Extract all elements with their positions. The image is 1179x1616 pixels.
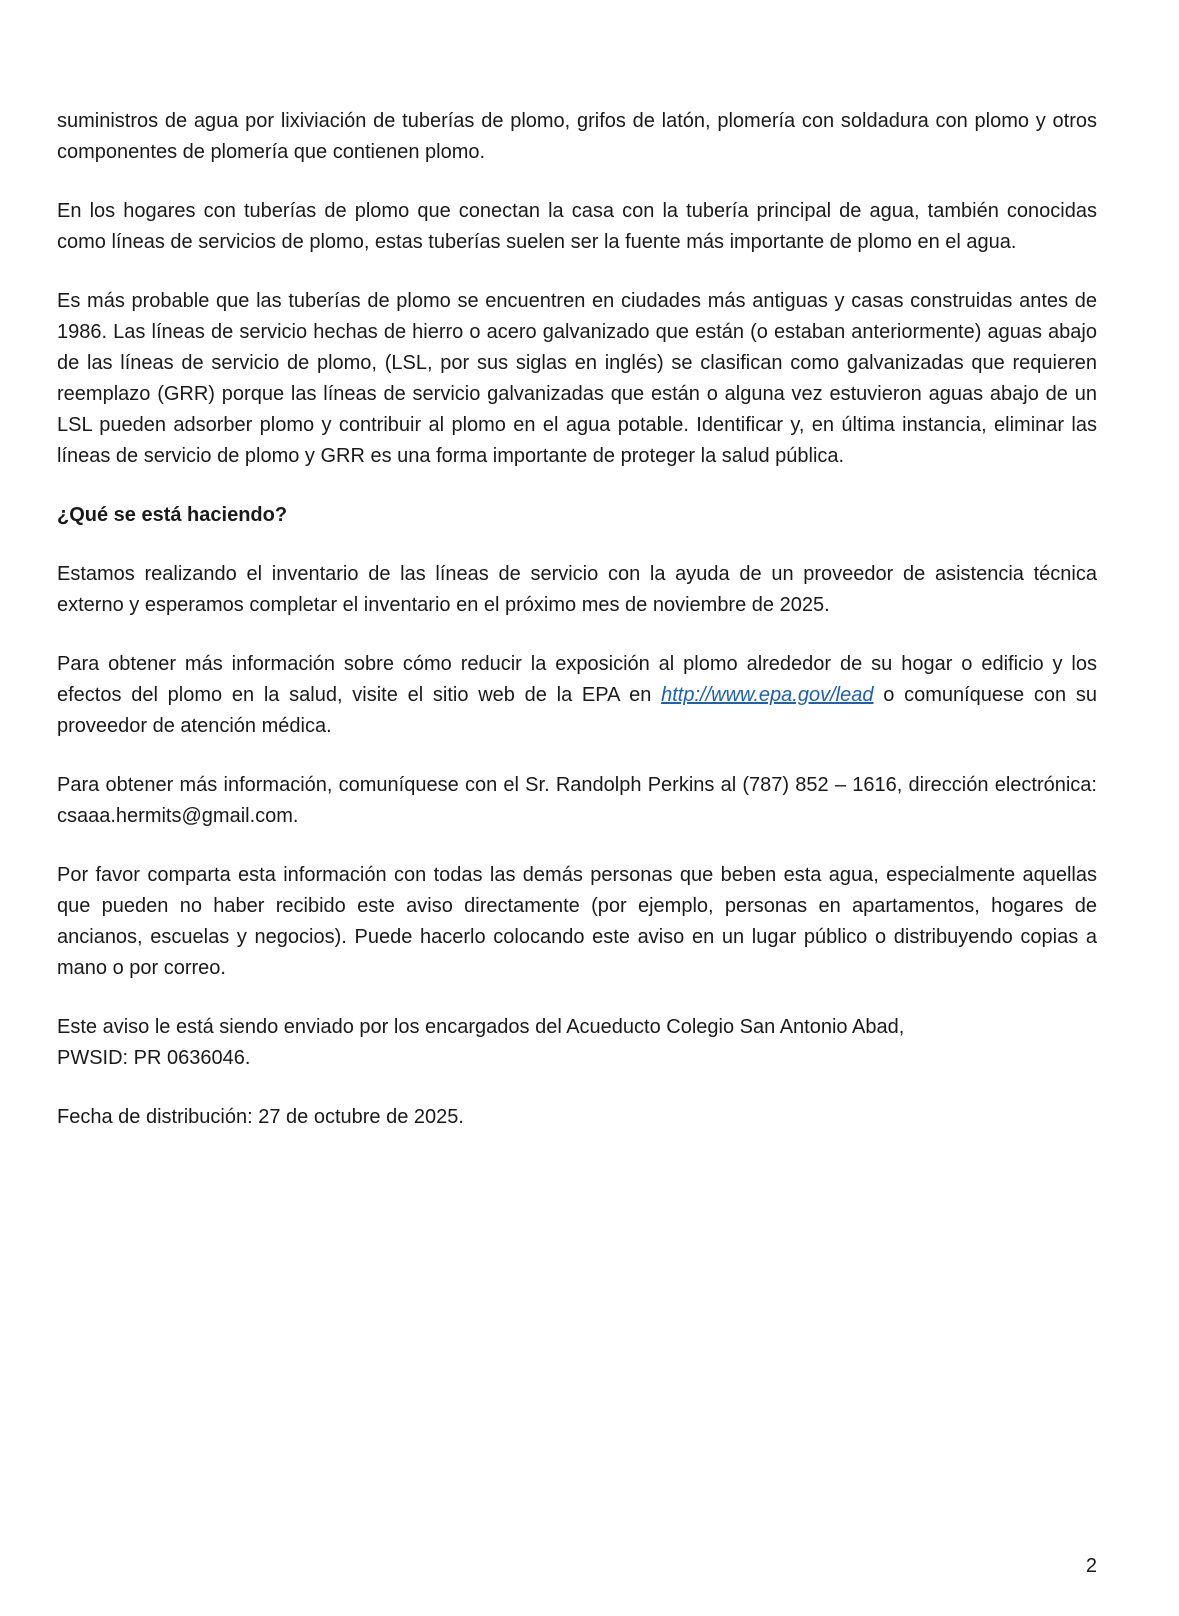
paragraph-service-lines: En los hogares con tuberías de plomo que conectan la casa con la tubería principal de agua, también conocidas como líneas de servicios de plomo, estas tuberías suelen ser la fuente más importante de plomo en el agua. [57, 200, 1097, 253]
section-heading: ¿Qué se está haciendo? [57, 504, 288, 526]
sender-pwsid: PWSID: PR 0636046. [57, 1047, 251, 1069]
paragraph-lead-pipes-grr: Es más probable que las tuberías de plomo se encuentren en ciudades más antiguas y casas construidas antes de 1986. Las líneas de servicio hechas de hierro o acero galvanizado que están (o estaban anteriormente) aguas abajo de las líneas de servicio de plomo, (LSL, por sus siglas en inglés) se clasifican como galvanizadas que requieren reemplazo (GRR) porque las líneas de servicio galvanizadas que están o alguna vez estuvieron aguas abajo de un LSL pueden adsorber plomo y contribuir al plomo en el agua potable. Identificar y, en última instancia, eliminar las líneas de servicio de plomo y GRR es una forma importante de proteger la salud pública. [57, 290, 1097, 467]
paragraph-contact: Para obtener más información, comuníquese con el Sr. Randolph Perkins al (787) 852 – 1616, dirección electrónica: csaaa.hermits@gmail.com. [57, 774, 1097, 827]
paragraph-epa-info [57, 649, 1097, 742]
sender-line-1: Este aviso le está siendo enviado por los encargados del Acueducto Colegio San Antonio Abad, [57, 1016, 905, 1038]
epa-lead-link[interactable]: http://www.epa.gov/lead [661, 684, 874, 706]
document-page [57, 106, 1097, 1161]
paragraph-lead-sources: suministros de agua por lixiviación de tuberías de plomo, grifos de latón, plomería con soldadura con plomo y otros componentes de plomería que contienen plomo. [57, 110, 1097, 163]
page-number: 2 [1085, 1555, 1097, 1577]
epa-info-text: Para obtener más información sobre cómo reducir la exposición al plomo alrededor de su hogar o edificio y los efectos del plomo en la salud, visite el sitio web de la EPA en [57, 653, 1097, 706]
paragraph-share-notice: Por favor comparta esta información con todas las demás personas que beben esta agua, especialmente aquellas que pueden no haber recibido este aviso directamente (por ejemplo, personas en apartamentos, hogares de ancianos, escuelas y negocios). Puede hacerlo colocando este aviso en un lugar público o distribuyendo copias a mano o por correo. [57, 864, 1097, 979]
distribution-date: Fecha de distribución: 27 de octubre de 2025. [57, 1106, 464, 1128]
epa-info-text-after: o comuníquese con su proveedor de atención médica. [57, 684, 1098, 737]
paragraph-inventory: Estamos realizando el inventario de las líneas de servicio con la ayuda de un proveedor de asistencia técnica externo y esperamos completar el inventario en el próximo mes de noviembre de 2025. [57, 563, 1097, 616]
paragraph-sender [57, 1012, 1097, 1074]
